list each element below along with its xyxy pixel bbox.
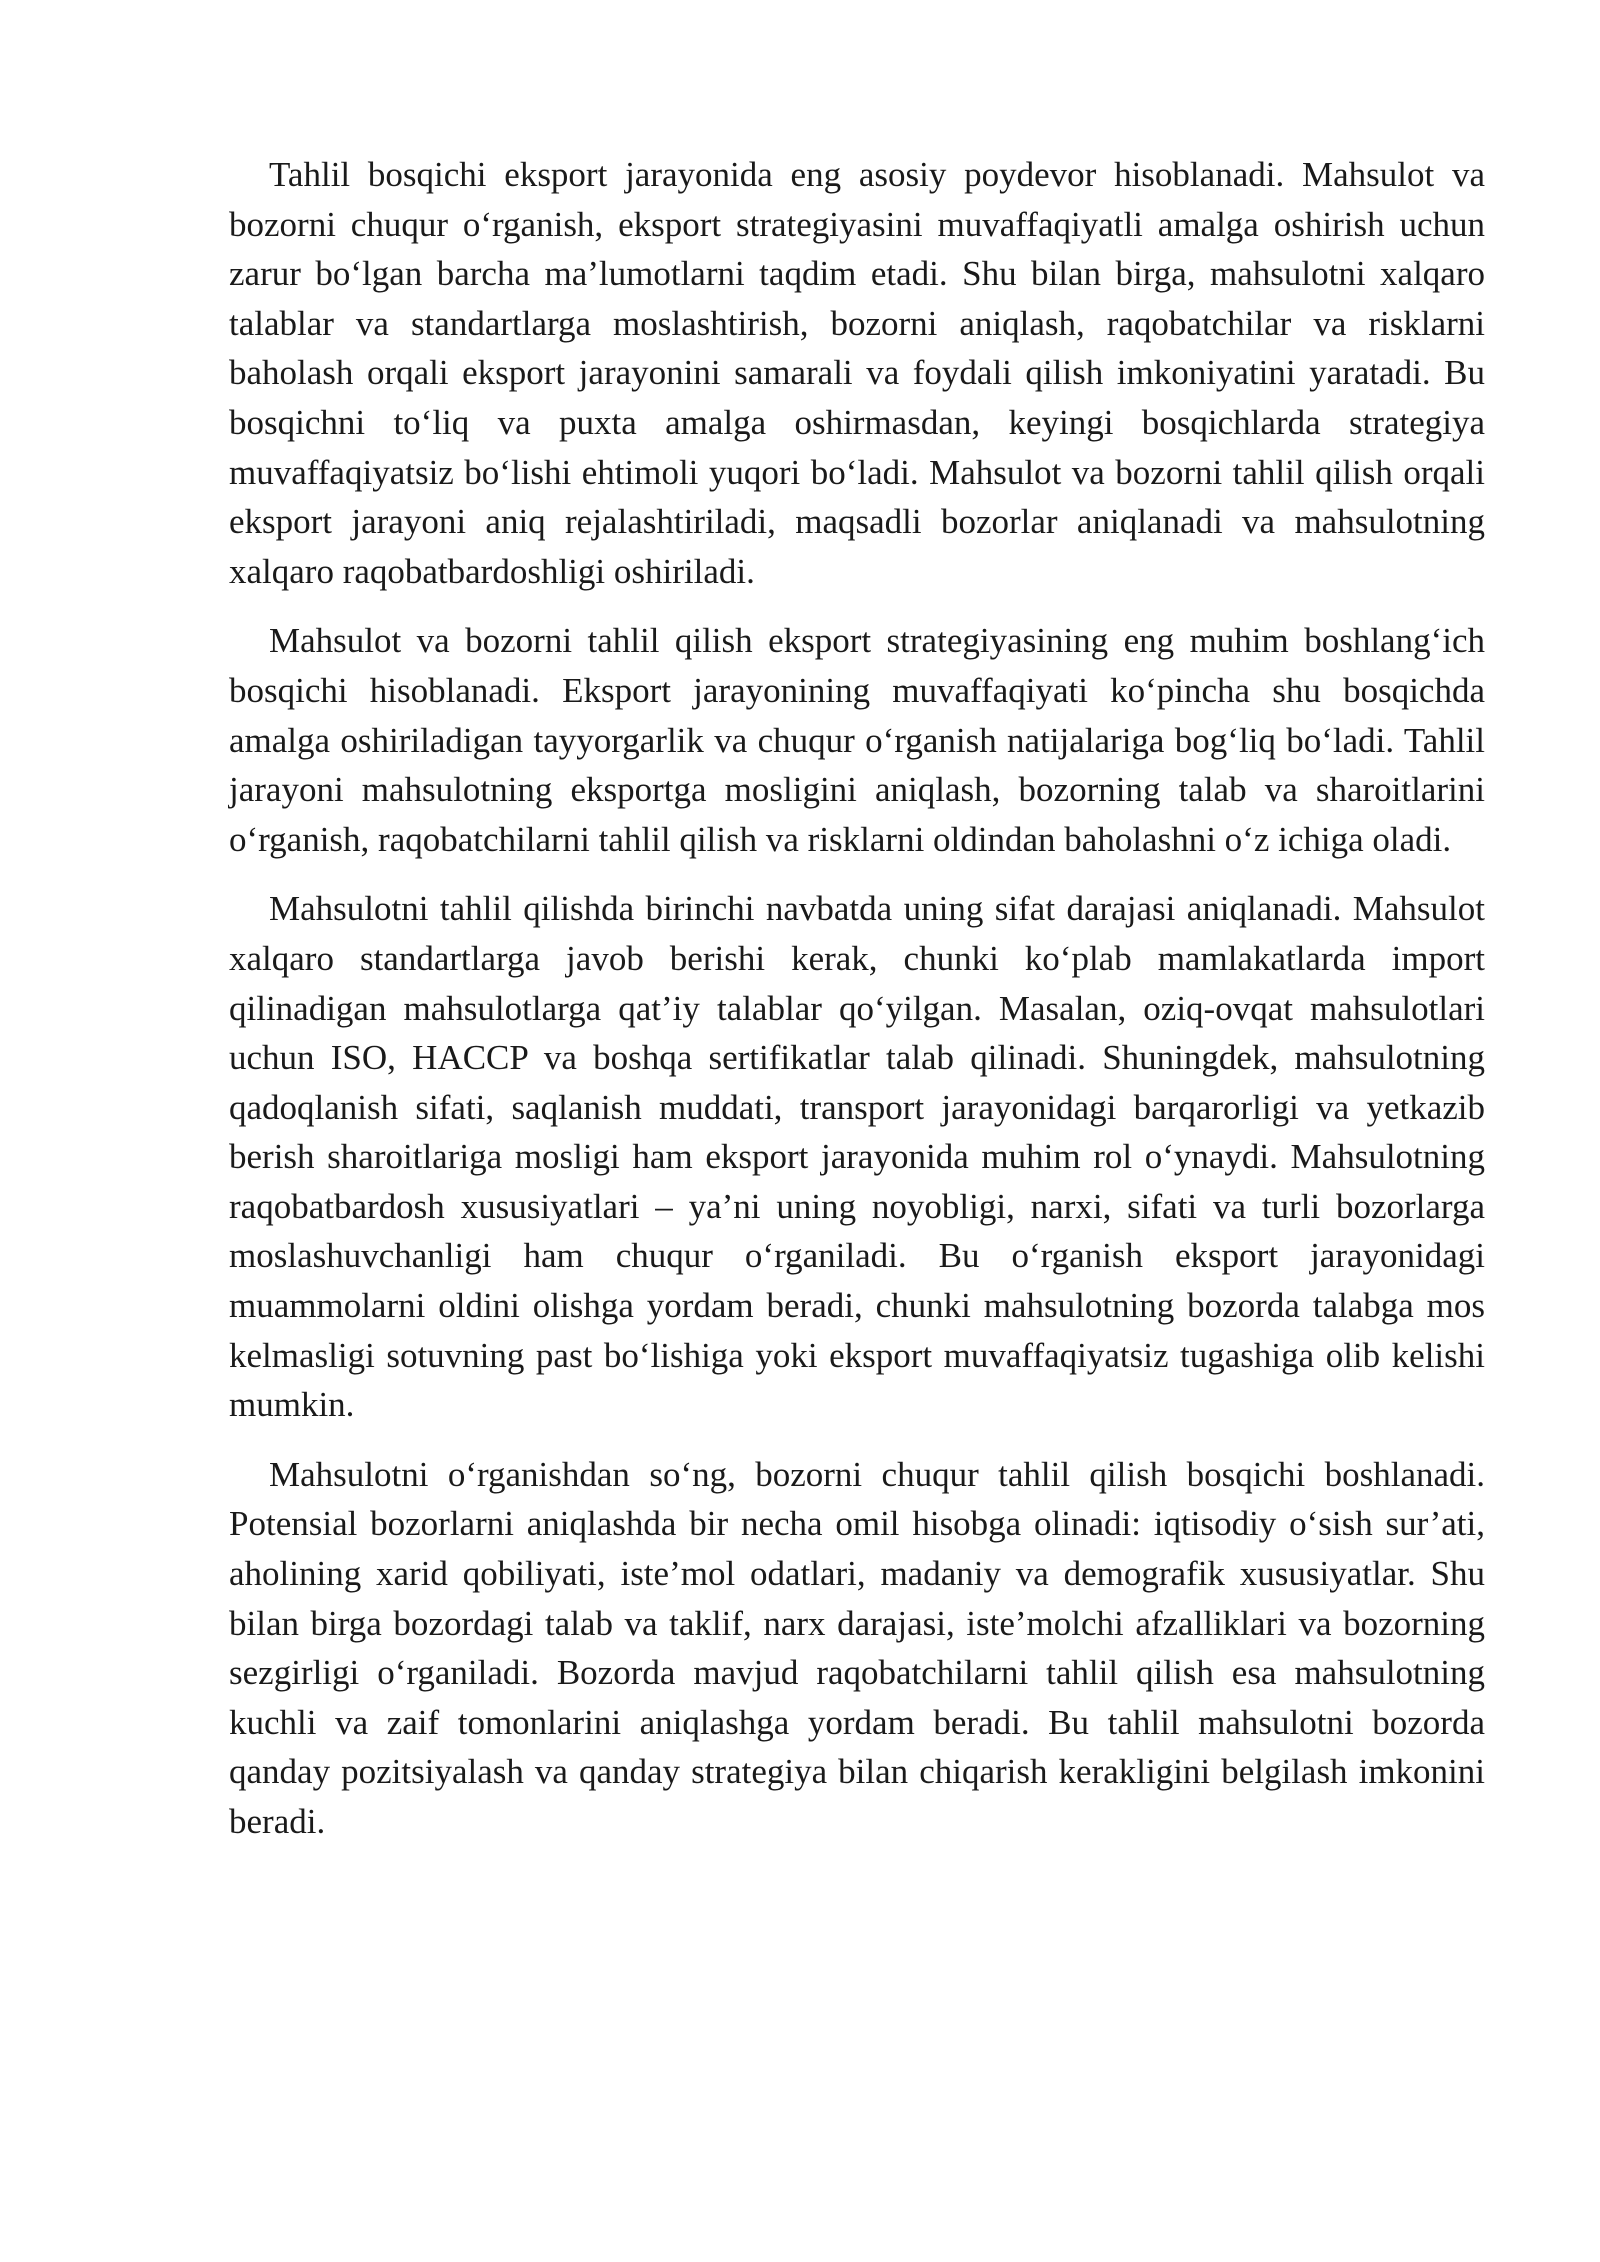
body-text (229, 150, 1485, 1867)
paragraph: Mahsulot va bozorni tahlil qilish eksport strategiyasining eng muhim boshlang‘ich bosqichi hisoblanadi. Eksport jarayonining muvaffaqiyati ko‘pincha shu bosqichda amalga oshiriladigan tayyorgarlik va chuqur o‘rganish natijalariga bog‘liq bo‘ladi. Tahlil jarayoni mahsulotning eksportga mosligini aniqlash, bozorning talab va sharoitlarini o‘rganish, raqobatchilarni tahlil qilish va risklarni oldindan baholashni o‘z ichiga oladi. (229, 621, 1485, 859)
paragraph: Mahsulotni o‘rganishdan so‘ng, bozorni chuqur tahlil qilish bosqichi boshlanadi. Potensial bozorlarni aniqlashda bir necha omil hisobga olinadi: iqtisodiy o‘sish sur’ati, aholining xarid qobiliyati, iste’mol odatlari, madaniy va demografik xususiyatlar. Shu bilan birga bozordagi talab va taklif, narx darajasi, iste’molchi afzalliklari va bozorning sezgirligi o‘rganiladi. Bozorda mavjud raqobatchilarni tahlil qilish esa mahsulotning kuchli va zaif tomonlarini aniqlashga yordam beradi. Bu tahlil mahsulotni bozorda qanday pozitsiyalash va qanday strategiya bilan chiqarish kerakligini belgilash imkonini beradi. (229, 1454, 1485, 1841)
paragraph: Tahlil bosqichi eksport jarayonida eng asosiy poydevor hisoblanadi. Mahsulot va bozorni chuqur o‘rganish, eksport strategiyasini muvaffaqiyatli amalga oshirish uchun zarur bo‘lgan barcha ma’lumotlarni taqdim etadi. Shu bilan birga, mahsulotni xalqaro talablar va standartlarga moslashtirish, bozorni aniqlash, raqobatchilar va risklarni baholash orqali eksport jarayonini samarali va foydali qilish imkoniyatini yaratadi. Bu bosqichni to‘liq va puxta amalga oshirmasdan, keyingi bosqichlarda strategiya muvaffaqiyatsiz bo‘lishi ehtimoli yuqori bo‘ladi. Mahsulot va bozorni tahlil qilish orqali eksport jarayoni aniq rejalashtiriladi, maqsadli bozorlar aniqlanadi va mahsulotning xalqaro raqobatbardoshligi oshiriladi. (229, 155, 1485, 591)
paragraph: Mahsulotni tahlil qilishda birinchi navbatda uning sifat darajasi aniqlanadi. Mahsulot xalqaro standartlarga javob berishi kerak, chunki ko‘plab mamlakatlarda import qilinadigan mahsulotlarga qat’iy talablar qo‘yilgan. Masalan, oziq-ovqat mahsulotlari uchun ISO, HACCP va boshqa sertifikatlar talab qilinadi. Shuningdek, mahsulotning qadoqlanish sifati, saqlanish muddati, transport jarayonidagi barqarorligi va yetkazib berish sharoitlariga mosligi ham eksport jarayonida muhim rol o‘ynaydi. Mahsulotning raqobatbardosh xususiyatlari – ya’ni uning noyobligi, narxi, sifati va turli bozorlarga moslashuvchanligi ham chuqur o‘rganiladi. Bu o‘rganish eksport jarayonidagi muammolarni oldini olishga yordam beradi, chunki mahsulotning bozorda talabga mos kelmasligi sotuvning past bo‘lishiga yoki eksport muvaffaqiyatsiz tugashiga olib kelishi mumkin. (229, 889, 1485, 1425)
